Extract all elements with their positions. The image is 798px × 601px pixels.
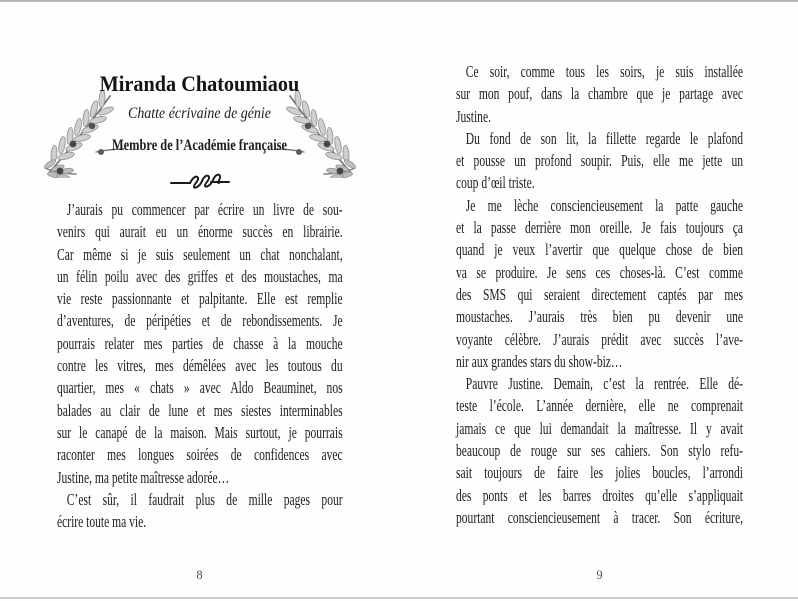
text-line: voyante célèbre. J’aurais prédit avec succès l’ave- — [456, 329, 743, 349]
right-page — [456, 0, 743, 601]
olive-branch-right-icon — [276, 86, 360, 178]
right-page-body-text — [456, 61, 743, 529]
text-line: Ce soir, comme tous les soirs, je suis installée — [465, 62, 743, 81]
author-role: Chatte écrivaine de génie — [128, 105, 271, 122]
text-line: d’aventures, de péripéties et de rebondissements. Je — [57, 311, 343, 331]
text-line: un félin poilu avec des griffes et des moustaches, ma — [57, 266, 343, 286]
text-line: va se produire. Je sens ces choses-là. C’est comme — [456, 262, 743, 282]
rope-twist-divider-icon — [170, 173, 230, 191]
text-line: vie reste passionnante et palpitante. Elle est remplie — [57, 289, 343, 309]
text-line: jamais ce que lui demandait la maîtresse. Il y avait — [456, 418, 743, 438]
text-line: J’aurais pu commencer par écrire un livre de sou- — [66, 200, 343, 219]
text-line: Justine. — [456, 106, 491, 126]
text-line: raconter mes longues soirées de confidences avec — [57, 445, 343, 465]
text-line: nir aux grandes stars du show-biz… — [456, 351, 623, 371]
text-line: Car même si je suis seulement un chat nonchalant, — [57, 244, 343, 264]
text-line: C’est sûr, il faudrait plus de mille pages pour — [66, 489, 343, 509]
text-line: sur le canapé de la maison. Mais surtout, je pourrais — [57, 422, 343, 442]
text-line: balades au clair de lune et mes siestes interminables — [57, 400, 343, 420]
text-line: sait toujours de faire les jolies boucles, l’arrondi — [456, 463, 743, 483]
right-page-number: 9 — [596, 568, 603, 582]
text-line: moustaches. J’aurais très bien pu devenir une — [456, 307, 743, 327]
author-name: Miranda Chatoumiaou — [99, 71, 300, 96]
text-line: et la passe derrière mon oreille. Je fais toujours ça — [456, 218, 743, 238]
left-page-body-text — [57, 199, 343, 533]
text-line: quand je veux l’avertir que quelque chose de bien — [456, 240, 743, 260]
text-line: quartier, mes « chats » avec Aldo Beauminet, nos — [57, 378, 343, 398]
text-line: des ponts et les barres droites qu’elle s’appliquait — [456, 485, 743, 505]
olive-branch-left-icon — [40, 86, 124, 178]
text-line: Justine, ma petite maîtresse adorée… — [57, 467, 230, 487]
text-line: Je me lèche consciencieusement la patte gauche — [465, 195, 743, 215]
text-line: Du fond de son lit, la fillette regarde le plafond — [465, 128, 743, 148]
text-line: sur mon pouf, dans la chambre que je partage avec — [456, 84, 743, 104]
text-line: venirs qui aurait eu un énorme succès en librairie. — [57, 222, 343, 242]
text-line: Pauvre Justine. Demain, c’est la rentrée. Elle dé- — [465, 374, 743, 394]
text-line: des SMS qui seraient directement captés par mes — [456, 284, 743, 304]
text-line: beaucoup de rouge sur ses cahiers. Son stylo refu- — [456, 441, 743, 461]
academy-membership: Membre de l’Académie française — [111, 137, 288, 154]
text-line: pourtant consciencieusement à tracer. Son écriture, — [456, 507, 743, 527]
text-line: contre les vitres, mes démêlées avec les toutous du — [57, 356, 343, 376]
text-line: écrire toute ma vie. — [57, 512, 147, 532]
left-page — [57, 0, 342, 601]
text-line: coup d’œil triste. — [456, 173, 535, 193]
left-page-number: 8 — [196, 568, 203, 582]
text-line: et pousse un profond soupir. Puis, elle me jette un — [456, 151, 743, 171]
text-line: teste l’école. L’année dernière, elle ne comprenait — [456, 396, 743, 416]
text-line: pourrais relater mes parties de chasse à la mouche — [57, 333, 343, 353]
